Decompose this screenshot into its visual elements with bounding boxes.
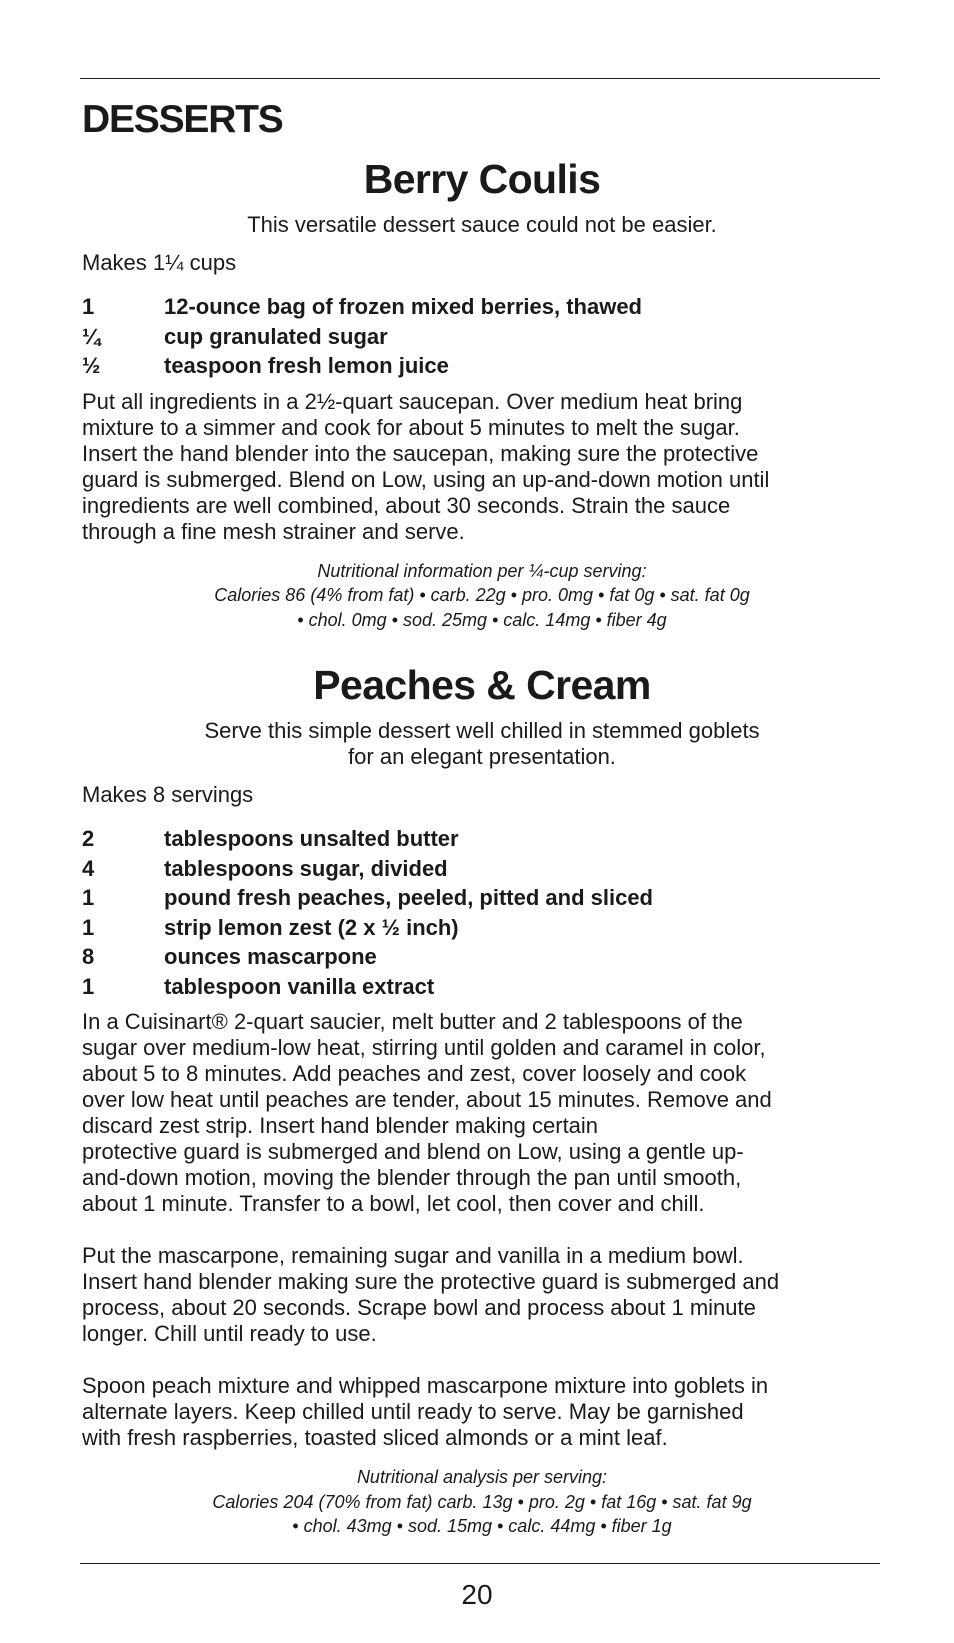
recipe-intro [82,718,882,770]
text-line: process, about 20 seconds. Scrape bowl and process about 1 minute [82,1295,756,1320]
text-line: alternate layers. Keep chilled until ready to serve. May be garnished [82,1399,744,1424]
ingredient-item [82,351,882,381]
method-paragraph [82,1243,882,1347]
text-line: with fresh raspberries, toasted sliced almonds or a mint leaf. [82,1425,668,1450]
recipe-peaches-and-cream [82,660,882,1539]
text-line: for an elegant presentation. [348,744,616,769]
ingredient-quantity: 1 [82,885,95,910]
text-line: discard zest strip. Insert hand blender making certain [82,1113,599,1138]
ingredient-quantity: 1 [82,973,95,999]
method-paragraph [82,1009,882,1217]
text-line: about 5 to 8 minutes. Add peaches and zest, cover loosely and cook [82,1061,747,1086]
ingredient-item [82,913,882,943]
text-line: Spoon peach mixture and whipped mascarpone mixture into goblets in [82,1373,769,1398]
text-line: guard is submerged. Blend on Low, using an up-and-down motion until [82,466,770,492]
ingredient-item [82,942,882,972]
text-line: Nutritional analysis per serving: [356,1467,608,1487]
ingredient-quantity: 4 [82,855,95,881]
ingredient-item [82,824,882,854]
page-number: 20 [461,1579,493,1610]
recipe-title: Berry Coulis [363,156,601,202]
ingredient-item [82,883,882,913]
text-line: Put all ingredients in a 2½-quart saucepan. Over medium heat bring [82,388,743,414]
ingredient-list [82,824,882,1001]
text-line: ingredients are well combined, about 30 seconds. Strain the sauce [82,492,731,518]
ingredient-text: cup granulated sugar [164,323,388,349]
text-line: In a Cuisinart® 2-quart saucier, melt butter and 2 tablespoons of the [82,1009,743,1034]
text-line: Serve this simple dessert well chilled in stemmed goblets [204,718,760,743]
method-paragraph [82,1373,882,1451]
ingredient-text: tablespoon vanilla extract [164,973,435,999]
nutrition-info [82,1465,882,1539]
method-paragraph [82,389,882,545]
ingredient-quantity: 8 [82,944,95,969]
ingredient-text: teaspoon fresh lemon juice [164,353,449,378]
text-line: mixture to a simmer and cook for about 5 minutes to melt the sugar. [82,414,740,440]
ingredient-item [82,292,882,322]
text-line: through a fine mesh strainer and serve. [82,518,465,544]
ingredient-item [82,322,882,352]
ingredient-quantity: ½ [82,353,101,378]
text-line: Put the mascarpone, remaining sugar and vanilla in a medium bowl. [82,1243,744,1268]
ingredient-quantity: 1 [82,294,95,319]
text-line: Calories 86 (4% from fat) • carb. 22g • pro. 0mg • fat 0g • sat. fat 0g [214,585,750,605]
text-line: protective guard is submerged and blend on Low, using a gentle up- [82,1139,744,1164]
top-divider [80,78,880,79]
recipe-berry-coulis [82,154,882,632]
ingredient-text: tablespoons sugar, divided [164,855,448,881]
text-line: Insert the hand blender into the saucepan, making sure the protective [82,440,759,466]
recipe-title: Peaches & Cream [313,662,651,708]
text-line: and-down motion, moving the blender through the pan until smooth, [82,1165,742,1190]
text-line: Insert hand blender making sure the protective guard is submerged and [82,1269,780,1294]
text-line: sugar over medium-low heat, stirring until golden and caramel in color, [82,1035,766,1060]
recipe-method [82,389,882,545]
ingredient-text: strip lemon zest (2 x ½ inch) [164,914,459,940]
recipe-yield: Makes 1¼ cups [82,250,237,275]
text-line: Calories 204 (70% from fat) carb. 13g • pro. 2g • fat 16g • sat. fat 9g [212,1491,752,1512]
ingredient-item [82,972,882,1002]
ingredient-list [82,292,882,381]
recipe-intro [82,212,882,238]
ingredient-quantity: ¼ [82,323,101,349]
text-line: Nutritional information per ¼-cup serving: [317,560,647,581]
text-line: longer. Chill until ready to use. [82,1321,377,1346]
ingredient-item [82,854,882,884]
text-line: • chol. 43mg • sod. 15mg • calc. 44mg • fiber 1g [292,1516,672,1536]
text-line: about 1 minute. Transfer to a bowl, let cool, then cover and chill. [82,1191,705,1216]
text-line: over low heat until peaches are tender, about 15 minutes. Remove and [82,1087,772,1112]
text-line: • chol. 0mg • sod. 25mg • calc. 14mg • fiber 4g [297,609,667,630]
ingredient-quantity: 1 [82,914,95,940]
nutrition-info [82,559,882,633]
ingredient-quantity: 2 [82,826,95,851]
recipe-yield: Makes 8 servings [82,782,254,807]
bottom-divider [80,1563,880,1564]
ingredient-text: 12-ounce bag of frozen mixed berries, thawed [164,294,642,319]
ingredient-text: ounces mascarpone [164,944,377,969]
recipe-method [82,1009,882,1451]
ingredient-text: tablespoons unsalted butter [164,826,459,851]
ingredient-text: pound fresh peaches, peeled, pitted and sliced [164,885,653,910]
text-line: This versatile dessert sauce could not be easier. [247,212,717,237]
section-heading: DESSERTS [82,98,283,141]
